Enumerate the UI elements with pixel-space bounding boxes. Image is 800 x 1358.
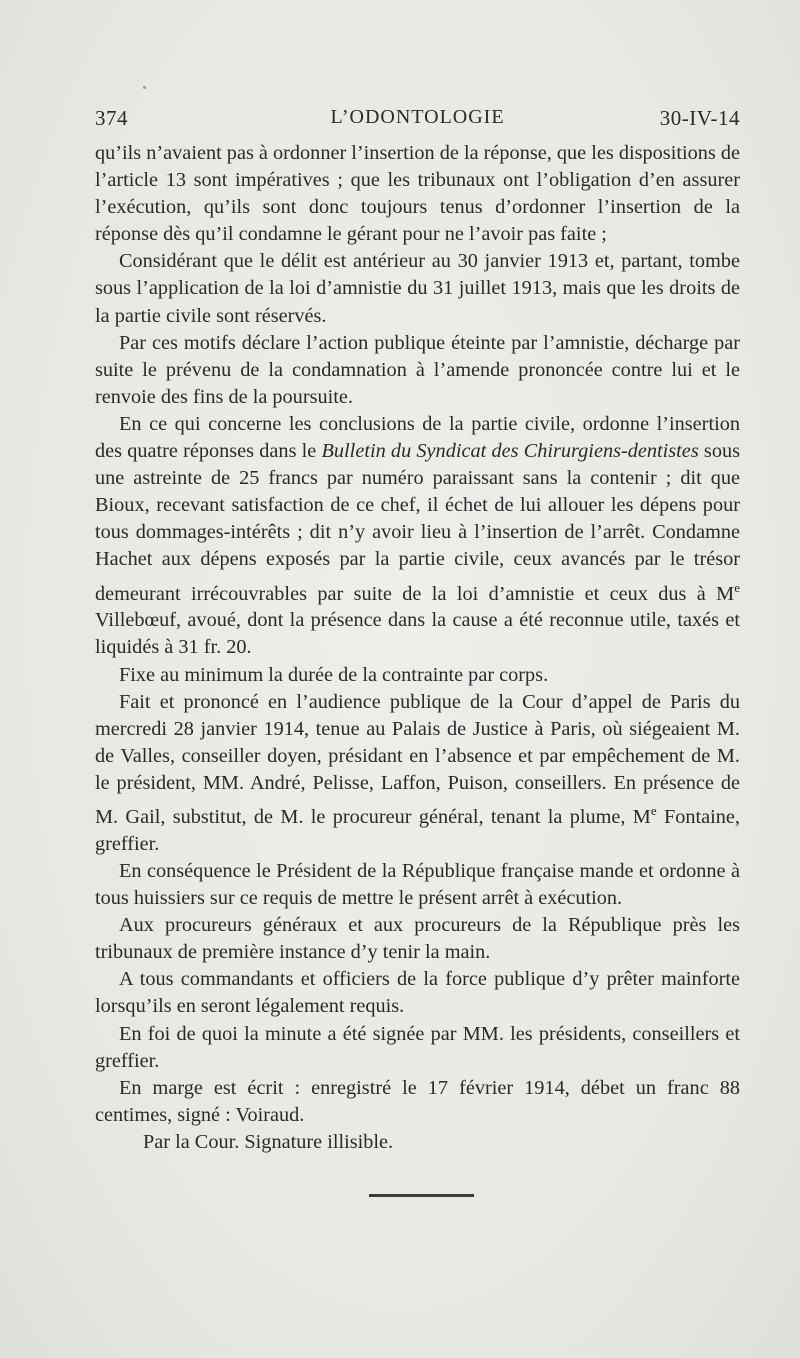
superscript: e bbox=[650, 803, 657, 819]
paragraph: A tous commandants et officiers de la force publique d’y prêter mainforte lorsqu’ils en seront légalement requis. bbox=[95, 968, 740, 1018]
journal-title: L’ODONTOLOGIE bbox=[330, 106, 505, 128]
paragraph: En conséquence le Président de la République française mande et ordonne à tous huissiers sur ce requis de mettre le présent arrêt à exécution. bbox=[95, 859, 740, 910]
superscript: e bbox=[734, 579, 740, 595]
paragraph: qu’ils n’avaient pas à ordonner l’insertion de la réponse, que les dispositions de l’article 13 sont impératives ; que les tribunaux ont l’obligation d’en assurer l’exécution, qu’ils sont donc toujours tenus d’ordonner l’insertion de la réponse dès qu’il condamne le gérant pour ne l’avoir pas faite ; bbox=[95, 142, 740, 246]
issue-date: 30-IV-14 bbox=[659, 106, 740, 130]
paragraph: En marge est écrit : enregistré le 17 février 1914, débet un franc 88 centimes, signé : Voiraud. bbox=[95, 1076, 740, 1126]
paragraph-text: Villebœuf, avoué, dont la présence dans la cause a été reconnue utile, taxés et liquidés à 31 fr. 20. bbox=[95, 609, 740, 659]
paragraph-insertion bbox=[95, 411, 740, 662]
end-rule bbox=[369, 1194, 474, 1197]
body-text bbox=[95, 140, 740, 1156]
paragraph: En foi de quoi la minute a été signée par MM. les présidents, conseillers et greffier. bbox=[95, 1022, 740, 1072]
paragraph-text: Fontaine, greffier. bbox=[95, 805, 740, 855]
paragraph-text: sous une astreinte de 25 francs par numéro paraissant sans la contenir ; dit que Bioux, recevant satisfaction de ce chef, il échet de lui allouer les dépens pour tous dommages-intérêts ; dit n’y avoir lieu à l’insertion de l’arrêt. Condamne Hachet aux dépens exposés par la partie civile, ceux avancés par le trésor demeurant irrécouvrables par suite de la loi d’amnistie et ceux dus à M bbox=[95, 440, 740, 605]
paragraph-text: Fait et prononcé en l’audience publique de la Cour d’appel de Paris du mercredi 28 janvier 1914, tenue au Palais de Justice à Paris, où siégeaient M. de Valles, conseiller doyen, présidant en l’absence et par empêchement de M. le président, MM. André, Pelisse, Laffon, Puison, conseillers. En présence de M. Gail, substitut, de M. le procureur général, tenant la plume, M bbox=[95, 690, 740, 828]
paragraph: Considérant que le délit est antérieur au 30 janvier 1913 et, partant, tombe sous l’application de la loi d’amnistie du 31 juillet 1913, mais que les droits de la partie civile sont réservés. bbox=[95, 250, 740, 327]
bulletin-title: Bulletin du Syndicat des Chirurgiens-dentistes bbox=[321, 440, 699, 463]
paper-speck bbox=[143, 86, 146, 89]
page-number: 374 bbox=[95, 106, 128, 130]
paragraph: Aux procureurs généraux et aux procureurs de la République près les tribunaux de première instance d’y tenir la main. bbox=[95, 914, 740, 964]
paragraph: Fixe au minimum la durée de la contrainte par corps. bbox=[119, 663, 549, 686]
paragraph-hearing bbox=[95, 689, 740, 858]
paragraph: Par ces motifs déclare l’action publique éteinte par l’amnistie, décharge par suite le prévenu de la condamnation à l’amende prononcée contre lui et le renvoie des fins de la poursuite. bbox=[95, 331, 740, 408]
signature-line: Par la Cour. Signature illisible. bbox=[143, 1130, 394, 1153]
running-header bbox=[95, 106, 740, 136]
paragraph-text: En ce qui concerne les conclusions de la partie civile, ordonne l’insertion des quatre réponses dans le bbox=[95, 412, 740, 463]
